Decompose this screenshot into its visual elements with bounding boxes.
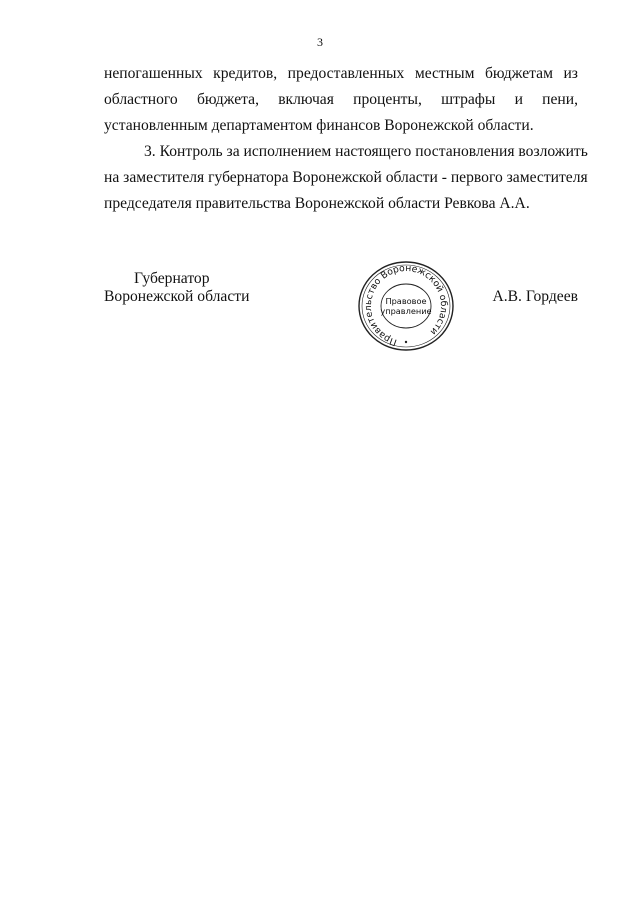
page-number: 3 — [317, 35, 323, 49]
word: областного — [104, 91, 178, 108]
seal-dot — [405, 341, 407, 343]
word: бюджетам — [484, 65, 553, 82]
paragraph-2-line-3: председателя правительства Воронежской области Ревкова А.А. — [104, 195, 530, 212]
word: местным — [414, 65, 475, 82]
word: проценты, — [353, 91, 422, 108]
signatory-title-line-2: Воронежской области — [104, 288, 250, 305]
official-seal — [356, 260, 456, 352]
word: непогашенных — [104, 65, 203, 82]
word: штрафы — [441, 91, 496, 108]
seal-ring-text: Правительство Воронежской области — [362, 262, 450, 348]
paragraph-1-line-2 — [104, 87, 578, 113]
signatory-title-line-1: Губернатор — [134, 270, 210, 287]
word: кредитов, — [213, 65, 278, 82]
word: и — [514, 91, 523, 108]
word: включая — [278, 91, 334, 108]
paragraph-2 — [104, 139, 588, 217]
signatory-title — [104, 270, 249, 306]
word: предоставленных — [287, 65, 405, 82]
seal-center-line-1: Правовое — [385, 296, 427, 306]
paragraph-2-line-1: 3. Контроль за исполнением настоящего постановления возложить — [144, 143, 588, 160]
paragraph-1-line-1 — [104, 61, 578, 87]
paragraph-1 — [104, 61, 578, 139]
signer-name: А.В. Гордеев — [492, 288, 578, 305]
word: пени, — [542, 91, 578, 108]
seal-center-line-2: управление — [380, 306, 432, 316]
word: бюджета, — [196, 91, 259, 108]
paragraph-1-line-3: установленным департаментом финансов Воронежской области. — [104, 117, 534, 134]
paragraph-2-line-2: на заместителя губернатора Воронежской области - первого заместителя — [104, 169, 588, 186]
word: из — [563, 65, 578, 82]
